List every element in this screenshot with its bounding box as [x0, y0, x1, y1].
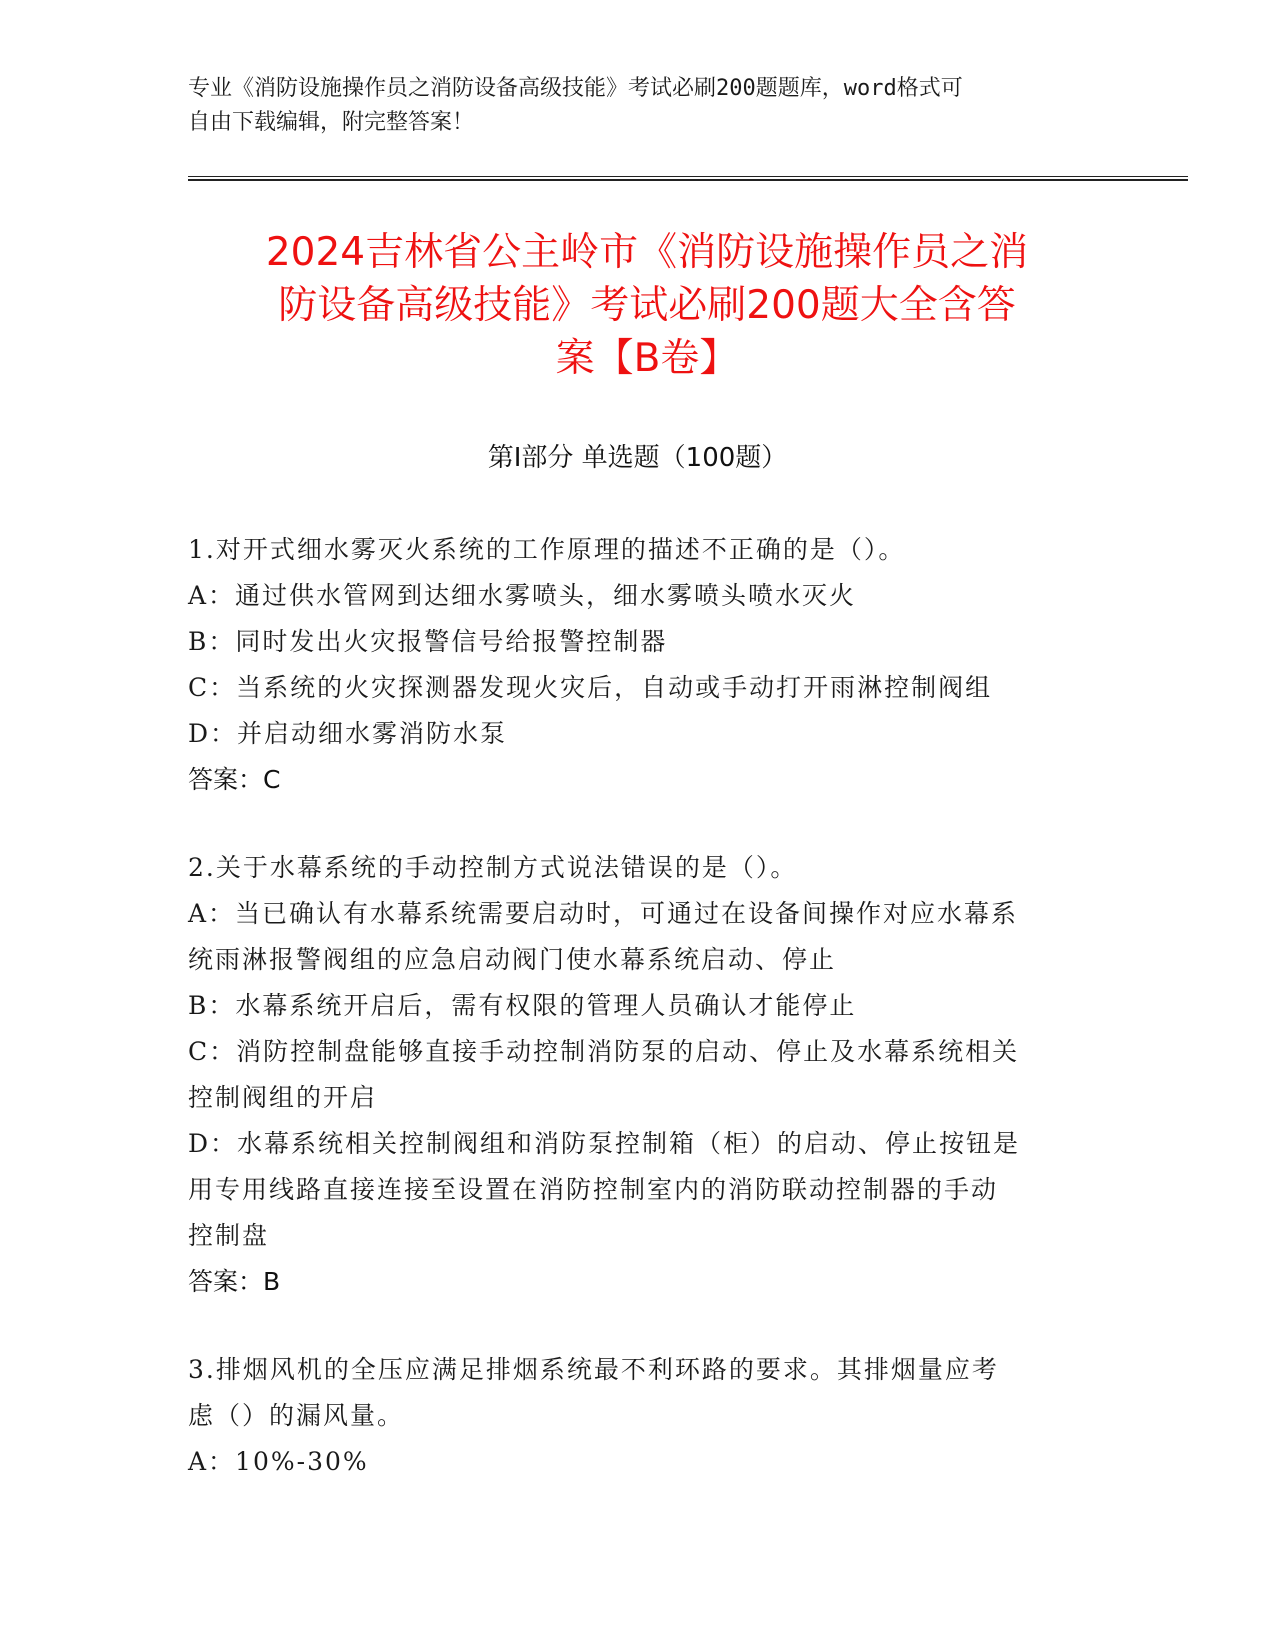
option-d: D：水幕系统相关控制阀组和消防泵控制箱（柜）的启动、停止按钮是	[188, 1129, 1021, 1158]
option-b: B：水幕系统开启后，需有权限的管理人员确认才能停止	[188, 991, 857, 1020]
question-stem: 3.排烟风机的全压应满足排烟系统最不利环路的要求。其排烟量应考	[188, 1355, 999, 1384]
option-d: D：并启动细水雾消防水泵	[188, 719, 508, 748]
question-stem: 1.对开式细水雾灭火系统的工作原理的描述不正确的是（）。	[188, 535, 906, 564]
title-line: 2024吉林省公主岭市《消防设施操作员之消	[265, 230, 1029, 275]
answer-line: 答案：C	[188, 765, 281, 794]
question-stem-continued: 虑（）的漏风量。	[188, 1401, 405, 1430]
option-d-continued: 用专用线路直接连接至设置在消防控制室内的消防联动控制器的手动	[188, 1175, 999, 1204]
option-b: B：同时发出火灾报警信号给报警控制器	[188, 627, 668, 656]
question-stem: 2.关于水幕系统的手动控制方式说法错误的是（）。	[188, 853, 798, 882]
option-d-continued: 控制盘	[188, 1221, 270, 1250]
header-note	[188, 72, 1088, 140]
option-a: A：当已确认有水幕系统需要启动时，可通过在设备间操作对应水幕系	[188, 899, 1019, 928]
section-heading: 第I部分 单选题（100题）	[487, 443, 788, 473]
header-note-line: 专业《消防设施操作员之消防设备高级技能》考试必刷200题题库，word格式可	[188, 76, 963, 101]
title-line: 案【B卷】	[555, 336, 739, 381]
header-note-line: 自由下载编辑，附完整答案！	[188, 110, 475, 135]
option-a-continued: 统雨淋报警阀组的应急启动阀门使水幕系统启动、停止	[188, 945, 837, 974]
document-title	[188, 226, 1106, 385]
question-3	[188, 1347, 1088, 1485]
option-c-continued: 控制阀组的开启	[188, 1083, 378, 1112]
question-list	[188, 527, 1088, 1527]
question-2	[188, 845, 1088, 1305]
answer-line: 答案：B	[188, 1267, 281, 1296]
option-c: C：消防控制盘能够直接手动控制消防泵的启动、停止及水幕系统相关	[188, 1037, 1020, 1066]
option-a: A：10%-30%	[188, 1447, 369, 1476]
question-1	[188, 527, 1088, 803]
option-c: C：当系统的火灾探测器发现火灾后，自动或手动打开雨淋控制阀组	[188, 673, 993, 702]
option-a: A：通过供水管网到达细水雾喷头，细水雾喷头喷水灭火	[188, 581, 857, 610]
title-line: 防设备高级技能》考试必刷200题大全含答	[278, 283, 1016, 328]
double-divider	[188, 176, 1188, 181]
